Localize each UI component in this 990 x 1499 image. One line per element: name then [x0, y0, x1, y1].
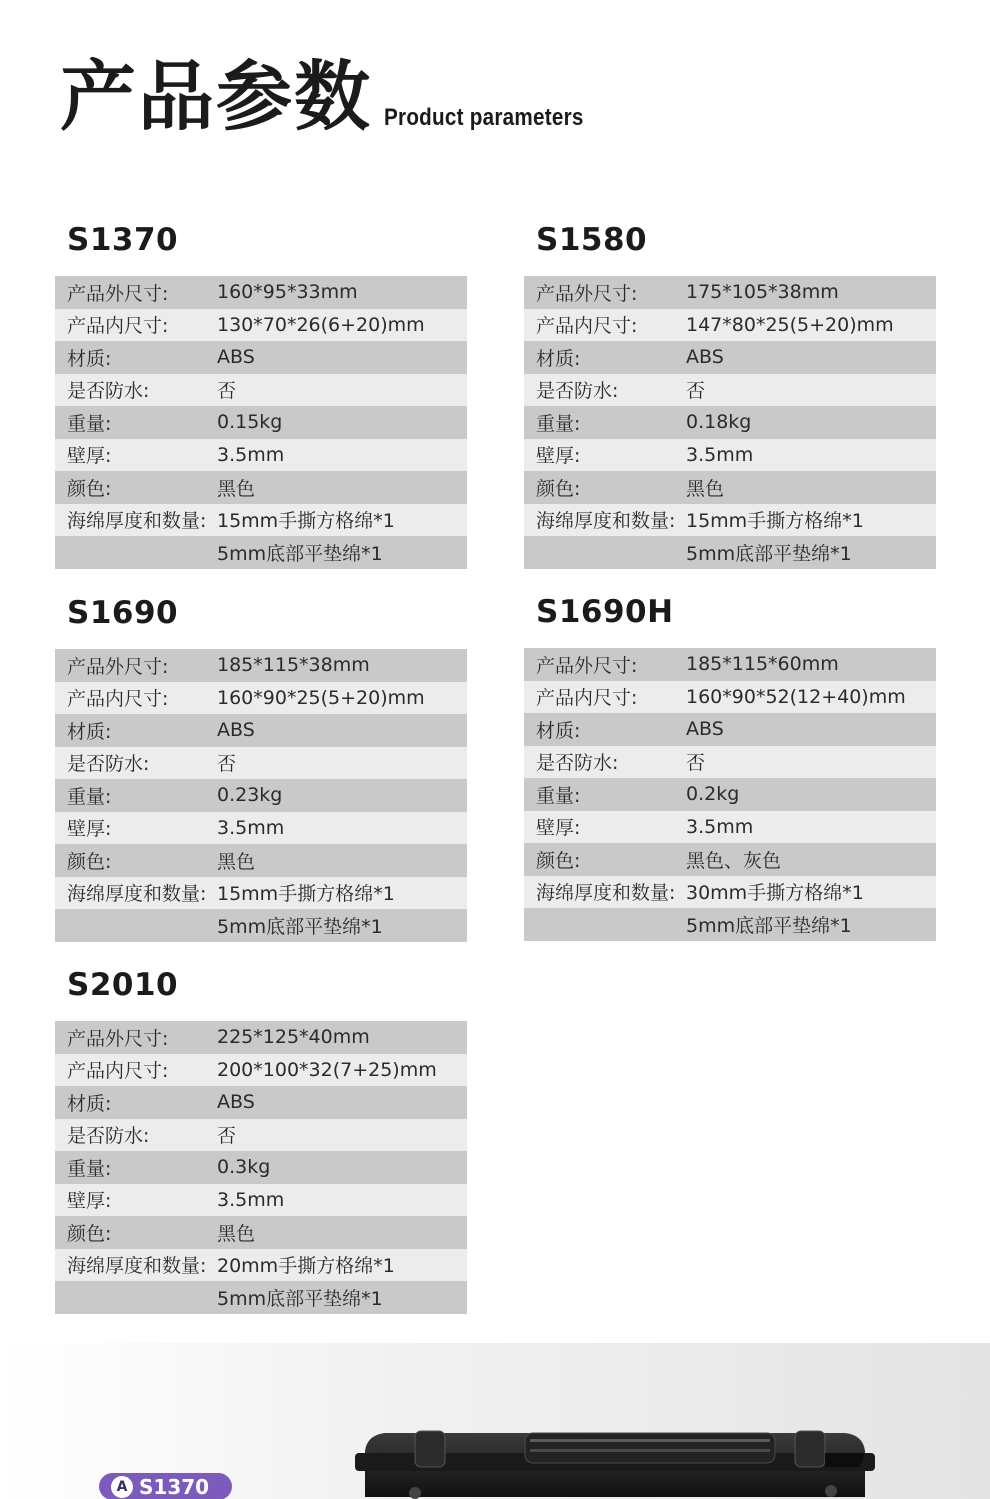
spec-row: [55, 649, 467, 682]
spec-row: [524, 504, 936, 537]
spec-row: [524, 374, 936, 407]
page-subtitle: Product parameters: [384, 104, 584, 131]
spec-row: [524, 648, 936, 681]
spec-row: [524, 309, 936, 342]
spec-value: 185*115*38mm: [217, 654, 370, 677]
spec-table: [524, 276, 936, 569]
spec-value: 0.3kg: [217, 1156, 271, 1179]
spec-label: 海绵厚度和数量:: [67, 883, 207, 906]
spec-label: 壁厚:: [536, 445, 581, 468]
spec-value: 黑色: [217, 850, 256, 873]
spec-label: 海绵厚度和数量:: [67, 1255, 207, 1278]
spec-value: ABS: [217, 719, 255, 742]
spec-label: 壁厚:: [67, 445, 112, 468]
spec-label: 产品外尺寸:: [67, 1027, 169, 1050]
spec-value: 147*80*25(5+20)mm: [686, 313, 894, 336]
spec-row: [55, 1054, 467, 1087]
spec-value: 3.5mm: [217, 816, 285, 839]
spec-value: 200*100*32(7+25)mm: [217, 1058, 437, 1081]
spec-label: 海绵厚度和数量:: [67, 510, 207, 533]
spec-value: 3.5mm: [217, 1188, 285, 1211]
spec-label: 产品外尺寸:: [67, 282, 169, 305]
spec-label: 是否防水:: [67, 380, 150, 403]
spec-row: [524, 908, 936, 941]
product-card: [55, 220, 467, 569]
spec-label: 材质:: [67, 1092, 112, 1115]
product-card: [55, 593, 467, 942]
spec-value: 160*90*52(12+40)mm: [686, 685, 906, 708]
spec-row: [55, 504, 467, 537]
spec-row: [55, 439, 467, 472]
spec-label: 颜色:: [536, 849, 581, 872]
spec-row: [55, 471, 467, 504]
spec-row: [55, 1249, 467, 1282]
spec-row: [524, 471, 936, 504]
spec-label: 颜色:: [67, 850, 112, 873]
spec-label: 重量:: [536, 784, 581, 807]
spec-label: 壁厚:: [67, 818, 112, 841]
spec-label: 重量:: [67, 412, 112, 435]
spec-row: [524, 713, 936, 746]
spec-row: [55, 812, 467, 845]
spec-row: [524, 876, 936, 909]
spec-table: [55, 276, 467, 569]
spec-label: 颜色:: [67, 477, 112, 500]
spec-label: 产品外尺寸:: [536, 654, 638, 677]
spec-row: [55, 276, 467, 309]
spec-value: 15mm手撕方格绵*1: [217, 883, 395, 906]
spec-value: 5mm底部平垫绵*1: [686, 542, 852, 565]
spec-row: [55, 909, 467, 942]
spec-value: 15mm手撕方格绵*1: [217, 510, 395, 533]
spec-value: 黑色: [217, 1222, 256, 1245]
spec-value: 3.5mm: [217, 443, 285, 466]
spec-value: 5mm底部平垫绵*1: [686, 914, 852, 937]
product-model: S1690H: [536, 594, 674, 630]
spec-row: [55, 1151, 467, 1184]
spec-label: 壁厚:: [536, 817, 581, 840]
spec-value: 否: [686, 380, 706, 403]
spec-row: [55, 1119, 467, 1152]
spec-label: 材质:: [536, 719, 581, 742]
spec-value: 5mm底部平垫绵*1: [217, 1287, 383, 1310]
spec-label: 是否防水:: [536, 752, 619, 775]
page-title: 产品参数: [60, 52, 372, 141]
product-card: [524, 220, 936, 569]
spec-label: 产品外尺寸:: [536, 282, 638, 305]
spec-row: [55, 877, 467, 910]
spec-value: 0.18kg: [686, 411, 752, 434]
spec-value: 15mm手撕方格绵*1: [686, 510, 864, 533]
spec-label: 材质:: [67, 347, 112, 370]
product-model: S1690: [67, 595, 179, 631]
spec-row: [524, 681, 936, 714]
product-model: S1580: [536, 222, 648, 258]
spec-value: 5mm底部平垫绵*1: [217, 542, 383, 565]
badge-label: S1370: [139, 1474, 210, 1499]
spec-row: [55, 1184, 467, 1217]
spec-label: 产品内尺寸:: [536, 687, 638, 710]
spec-value: 160*90*25(5+20)mm: [217, 686, 425, 709]
spec-label: 颜色:: [67, 1222, 112, 1245]
spec-table: [524, 648, 936, 941]
spec-value: 130*70*26(6+20)mm: [217, 313, 425, 336]
spec-row: [55, 844, 467, 877]
spec-table: [55, 649, 467, 942]
spec-value: 黑色: [686, 477, 725, 500]
spec-row: [55, 1281, 467, 1314]
spec-row: [55, 406, 467, 439]
spec-label: 颜色:: [536, 477, 581, 500]
spec-label: 海绵厚度和数量:: [536, 882, 676, 905]
spec-value: 否: [686, 752, 706, 775]
spec-value: 3.5mm: [686, 443, 754, 466]
spec-label: 是否防水:: [67, 753, 150, 776]
spec-value: 185*115*60mm: [686, 653, 839, 676]
spec-row: [55, 374, 467, 407]
spec-value: 30mm手撕方格绵*1: [686, 882, 864, 905]
spec-label: 产品外尺寸:: [67, 655, 169, 678]
spec-row: [55, 1216, 467, 1249]
spec-label: 重量:: [67, 785, 112, 808]
spec-table: [55, 1021, 467, 1314]
spec-value: 0.2kg: [686, 783, 740, 806]
badge-letter: A: [111, 1476, 133, 1498]
spec-row: [524, 843, 936, 876]
spec-value: 175*105*38mm: [686, 281, 839, 304]
spec-label: 重量:: [67, 1157, 112, 1180]
model-badge: [99, 1473, 232, 1499]
product-photo-area: [0, 1343, 990, 1499]
spec-row: [524, 406, 936, 439]
spec-label: 产品内尺寸:: [67, 1060, 169, 1083]
spec-value: 0.23kg: [217, 784, 283, 807]
black-case-photo: [355, 1427, 875, 1499]
spec-label: 产品内尺寸:: [67, 315, 169, 338]
spec-value: ABS: [686, 346, 724, 369]
spec-value: 20mm手撕方格绵*1: [217, 1255, 395, 1278]
spec-row: [524, 536, 936, 569]
product-model: S2010: [67, 967, 179, 1003]
spec-label: 产品内尺寸:: [536, 315, 638, 338]
spec-row: [524, 746, 936, 779]
spec-value: ABS: [217, 346, 255, 369]
spec-row: [55, 1086, 467, 1119]
spec-value: 否: [217, 753, 237, 776]
spec-label: 材质:: [67, 720, 112, 743]
spec-row: [55, 779, 467, 812]
spec-row: [524, 811, 936, 844]
product-model: S1370: [67, 222, 179, 258]
spec-row: [55, 1021, 467, 1054]
spec-row: [55, 714, 467, 747]
product-card: [524, 592, 936, 941]
spec-value: 黑色: [217, 477, 256, 500]
spec-label: 是否防水:: [536, 380, 619, 403]
spec-value: 160*95*33mm: [217, 281, 358, 304]
spec-value: 黑色、灰色: [686, 849, 782, 872]
spec-row: [55, 341, 467, 374]
spec-value: ABS: [686, 718, 724, 741]
spec-value: 5mm底部平垫绵*1: [217, 915, 383, 938]
spec-value: 225*125*40mm: [217, 1026, 370, 1049]
spec-row: [524, 778, 936, 811]
spec-label: 重量:: [536, 412, 581, 435]
spec-row: [55, 309, 467, 342]
spec-value: ABS: [217, 1091, 255, 1114]
spec-row: [524, 276, 936, 309]
spec-value: 3.5mm: [686, 815, 754, 838]
spec-label: 是否防水:: [67, 1125, 150, 1148]
product-card: [55, 965, 467, 1314]
spec-row: [55, 536, 467, 569]
spec-row: [524, 341, 936, 374]
spec-row: [524, 439, 936, 472]
spec-row: [55, 747, 467, 780]
spec-label: 海绵厚度和数量:: [536, 510, 676, 533]
spec-label: 产品内尺寸:: [67, 688, 169, 711]
spec-value: 否: [217, 1125, 237, 1148]
spec-label: 壁厚:: [67, 1190, 112, 1213]
spec-label: 材质:: [536, 347, 581, 370]
spec-value: 否: [217, 380, 237, 403]
spec-row: [55, 682, 467, 715]
spec-value: 0.15kg: [217, 411, 283, 434]
